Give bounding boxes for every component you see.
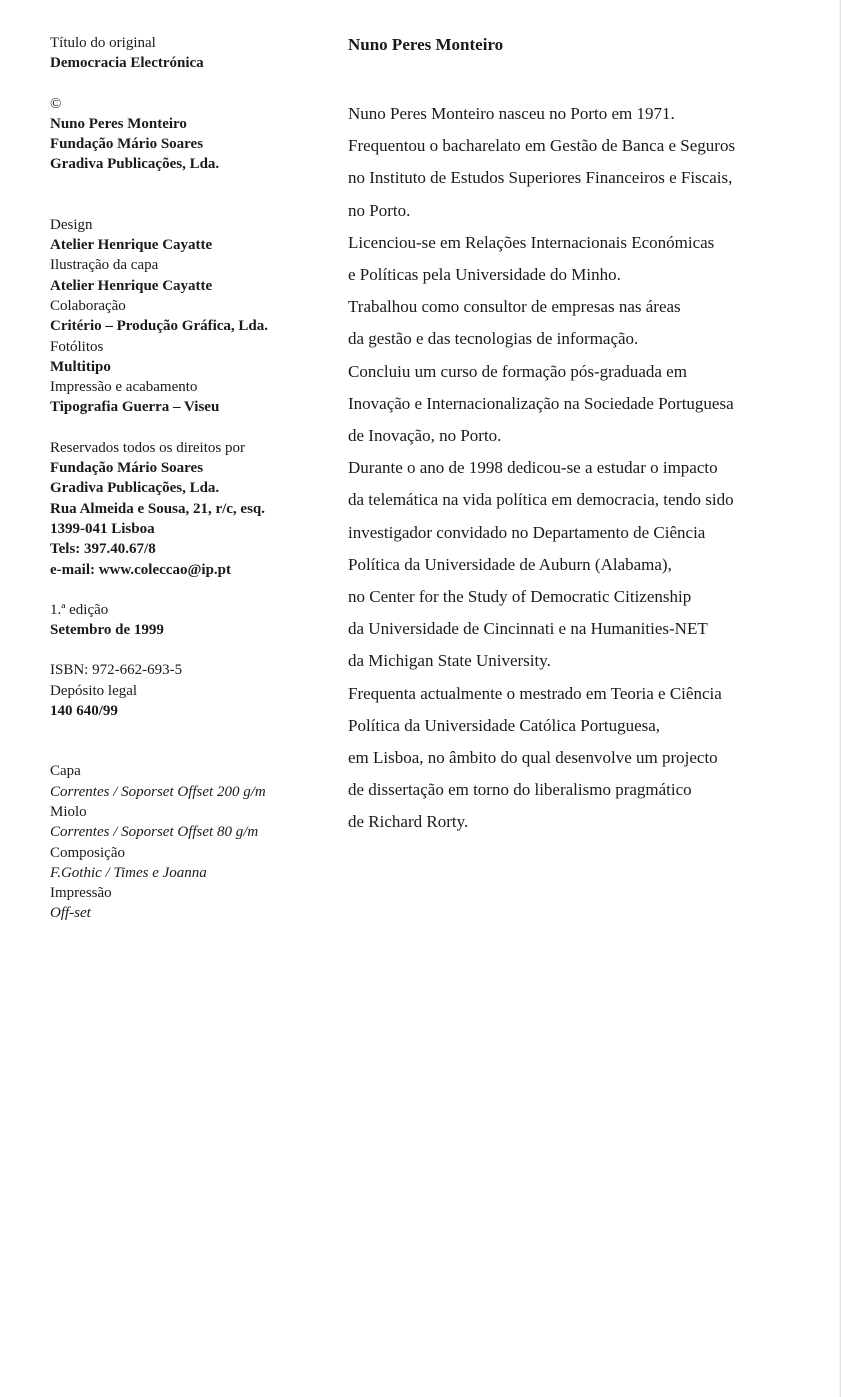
- bio-line: Nuno Peres Monteiro nasceu no Porto em 1971.: [348, 104, 675, 123]
- core-label: Miolo: [50, 803, 87, 820]
- design-label: Design: [50, 216, 93, 233]
- bio-line: de Richard Rorty.: [348, 812, 469, 832]
- rights-line: Fundação Mário Soares: [50, 460, 204, 477]
- bio-line: da telemática na vida política em democracia, tendo sido: [348, 490, 734, 510]
- core-value: Correntes / Soporset Offset 80 g/m: [50, 824, 259, 841]
- design-value: Atelier Henrique Cayatte: [50, 237, 213, 254]
- bio-line: Frequenta actualmente o mestrado em Teoria e Ciência: [348, 683, 722, 703]
- copyright-symbol: ©: [50, 95, 62, 112]
- original-title-label: Título do original: [50, 35, 156, 51]
- printing-value: Tipografia Guerra – Viseu: [50, 399, 220, 416]
- bio-line: da gestão e das tecnologias de informação.: [348, 329, 639, 349]
- photoliths-value: Multitipo: [50, 358, 111, 375]
- bio-line: Licenciou-se em Relações Internacionais Económicas: [348, 232, 715, 252]
- bio-line: no Instituto de Estudos Superiores Financeiros e Fiscais,: [348, 168, 733, 188]
- composition-value: F.Gothic / Times e Joanna: [50, 864, 207, 881]
- copyright-holder: Gradiva Publicações, Lda.: [50, 156, 220, 173]
- rights-line: e-mail: www.coleccao@ip.pt: [50, 561, 231, 578]
- bio-line: Política da Universidade de Auburn (Alabama),: [348, 554, 672, 574]
- bio-line: de Inovação, no Porto.: [348, 426, 502, 446]
- printing-label: Impressão e acabamento: [50, 379, 198, 396]
- rights-line: Rua Almeida e Sousa, 21, r/c, esq.: [50, 500, 266, 517]
- legal-deposit-label: Depósito legal: [50, 682, 138, 699]
- bio-line: no Center for the Study of Democratic Citizenship: [348, 587, 692, 607]
- bio-line: da Michigan State University.: [348, 651, 551, 671]
- cover-illustration-value: Atelier Henrique Cayatte: [50, 277, 213, 294]
- cover-label: Capa: [50, 763, 81, 780]
- photoliths-label: Fotólitos: [50, 338, 104, 355]
- cover-illustration-label: Ilustração da capa: [50, 257, 159, 274]
- author-section: [348, 33, 818, 839]
- bio-line: da Universidade de Cincinnati e na Humanities-NET: [348, 619, 708, 639]
- bio-line: Durante o ano de 1998 dedicou-se a estudar o impacto: [348, 458, 718, 478]
- print-label: Impressão: [50, 885, 112, 902]
- bio-line: Inovação e Internacionalização na Sociedade Portuguesa: [348, 393, 734, 413]
- bio-line: Concluiu um curso de formação pós-graduada em: [348, 361, 687, 381]
- isbn: ISBN: 972-662-693-5: [50, 662, 183, 679]
- rights-line: Gradiva Publicações, Lda.: [50, 480, 220, 497]
- bio-line: de dissertação em torno do liberalismo pragmático: [348, 780, 692, 800]
- bio-line: Frequentou o bacharelato em Gestão de Banca e Seguros: [348, 136, 736, 156]
- rights-label: Reservados todos os direitos por: [50, 439, 245, 456]
- cover-value: Correntes / Soporset Offset 200 g/m: [50, 783, 266, 800]
- edition-label: 1.ª edição: [50, 601, 109, 618]
- bio-line: investigador convidado no Departamento de Ciência: [348, 522, 706, 542]
- collaboration-value: Critério – Produção Gráfica, Lda.: [50, 318, 269, 335]
- colophon: [50, 33, 330, 924]
- composition-label: Composição: [50, 844, 125, 861]
- rights-line: 1399-041 Lisboa: [50, 520, 155, 537]
- legal-deposit-value: 140 640/99: [50, 703, 118, 720]
- bio-line: Trabalhou como consultor de empresas nas áreas: [348, 297, 681, 317]
- print-value: Off-set: [50, 905, 91, 922]
- collaboration-label: Colaboração: [50, 297, 126, 314]
- author-bio: [348, 98, 818, 839]
- copyright-holder: Fundação Mário Soares: [50, 136, 204, 153]
- bio-line: em Lisboa, no âmbito do qual desenvolve um projecto: [348, 748, 718, 768]
- bio-line: e Políticas pela Universidade do Minho.: [348, 265, 621, 285]
- original-title: Democracia Electrónica: [50, 55, 204, 72]
- bio-line: no Porto.: [348, 200, 411, 220]
- copyright-holder: Nuno Peres Monteiro: [50, 115, 187, 132]
- rights-line: Tels: 397.40.67/8: [50, 541, 156, 558]
- bio-line: Política da Universidade Católica Portuguesa,: [348, 715, 661, 735]
- edition-date: Setembro de 1999: [50, 622, 164, 639]
- author-name: Nuno Peres Monteiro: [348, 35, 504, 54]
